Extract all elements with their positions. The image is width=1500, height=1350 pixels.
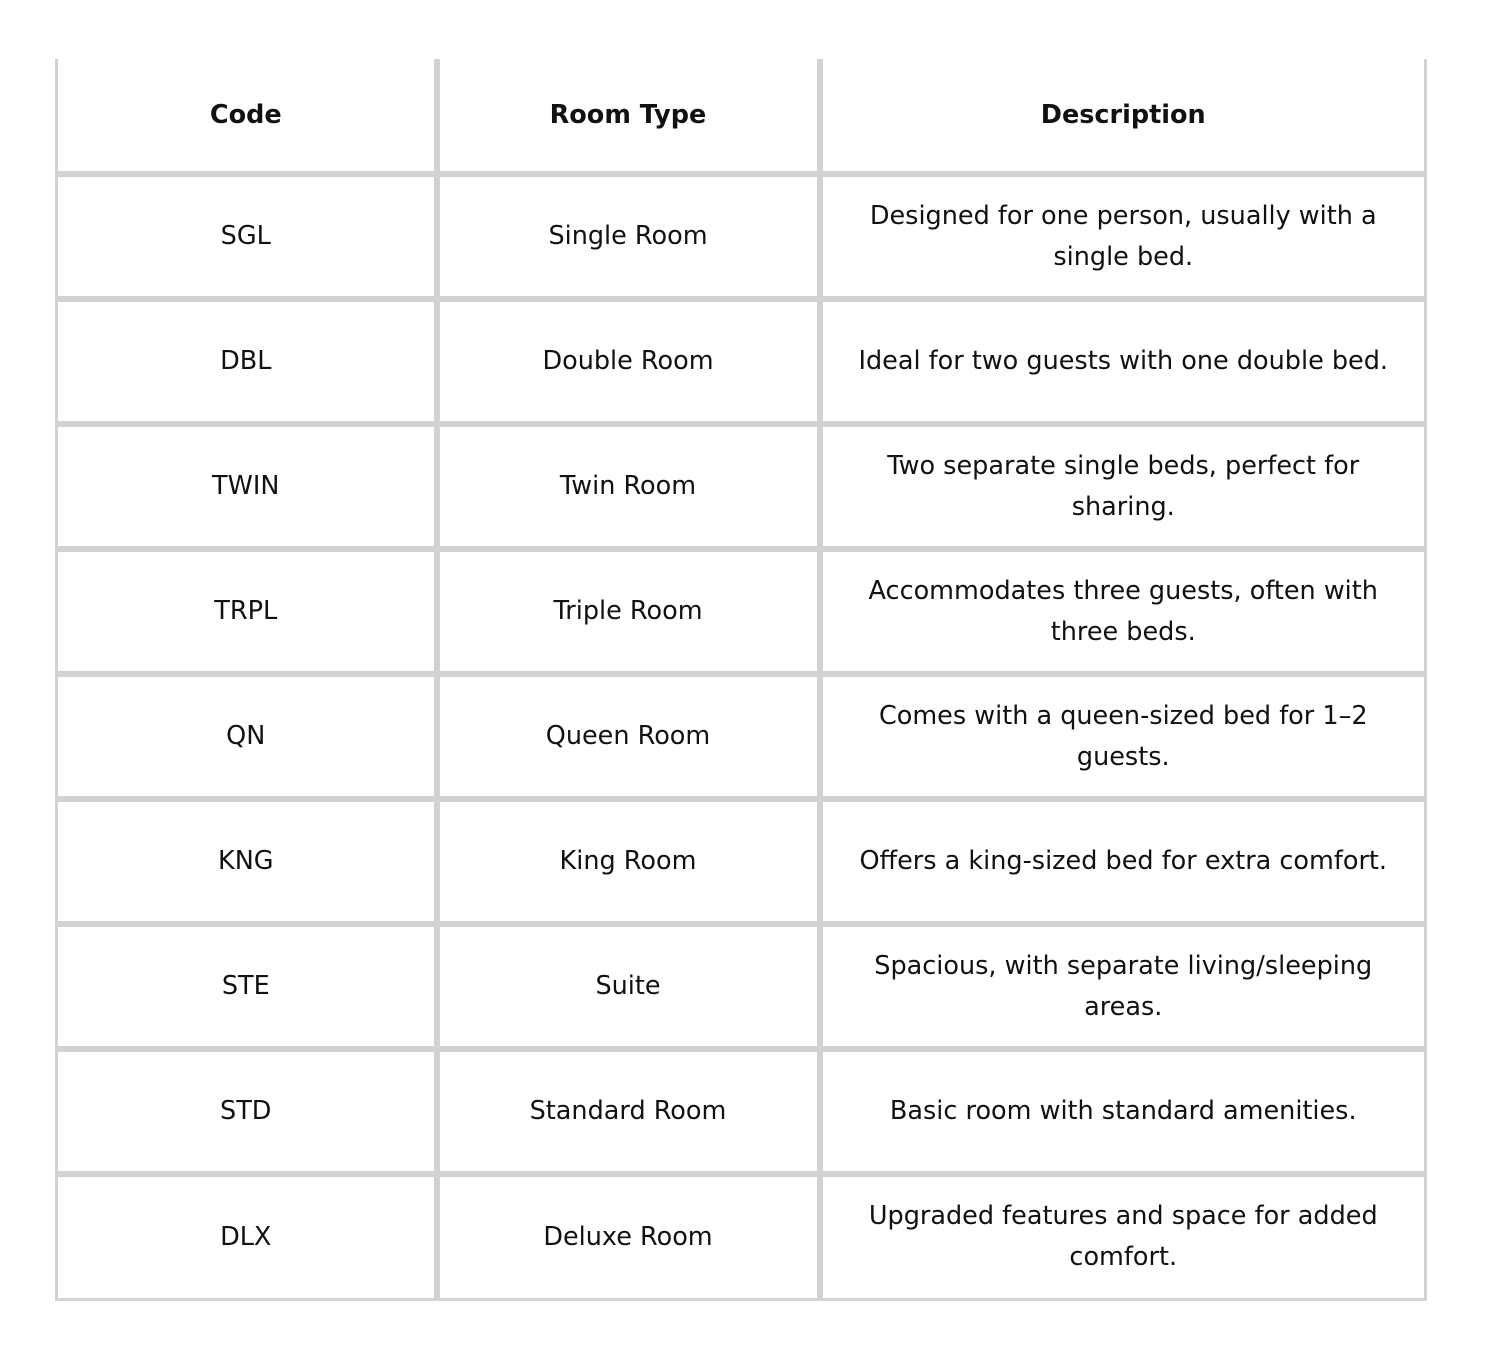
table-row [57,924,1426,1049]
header-row [57,59,1426,174]
header-description: Description [820,59,1426,174]
cell-code: STD [57,1049,437,1174]
cell-room-type: Twin Room [437,424,820,549]
cell-room-type: Single Room [437,174,820,299]
cell-description: Ideal for two guests with one double bed. [820,299,1426,424]
cell-room-type: Queen Room [437,674,820,799]
cell-description: Spacious, with separate living/sleeping areas. [820,924,1426,1049]
header-room-type: Room Type [437,59,820,174]
cell-room-type: Deluxe Room [437,1174,820,1299]
cell-code: QN [57,674,437,799]
cell-description: Upgraded features and space for added comfort. [820,1174,1426,1299]
cell-code: DBL [57,299,437,424]
cell-code: DLX [57,1174,437,1299]
cell-code: STE [57,924,437,1049]
table-row [57,424,1426,549]
table-row [57,1049,1426,1174]
table-row [57,174,1426,299]
table-row [57,674,1426,799]
cell-description: Offers a king-sized bed for extra comfort. [820,799,1426,924]
room-types-table [55,59,1427,1301]
cell-room-type: Double Room [437,299,820,424]
cell-description: Accommodates three guests, often with three beds. [820,549,1426,674]
cell-code: KNG [57,799,437,924]
cell-description: Designed for one person, usually with a single bed. [820,174,1426,299]
cell-room-type: Triple Room [437,549,820,674]
cell-code: TRPL [57,549,437,674]
cell-code: TWIN [57,424,437,549]
table-row [57,299,1426,424]
cell-room-type: Suite [437,924,820,1049]
cell-code: SGL [57,174,437,299]
table-row [57,1174,1426,1299]
table-row [57,799,1426,924]
cell-description: Basic room with standard amenities. [820,1049,1426,1174]
cell-description: Comes with a queen-sized bed for 1–2 guests. [820,674,1426,799]
cell-description: Two separate single beds, perfect for sharing. [820,424,1426,549]
table-row [57,549,1426,674]
cell-room-type: King Room [437,799,820,924]
header-code: Code [57,59,437,174]
cell-room-type: Standard Room [437,1049,820,1174]
room-types-table-container [55,59,1424,1301]
